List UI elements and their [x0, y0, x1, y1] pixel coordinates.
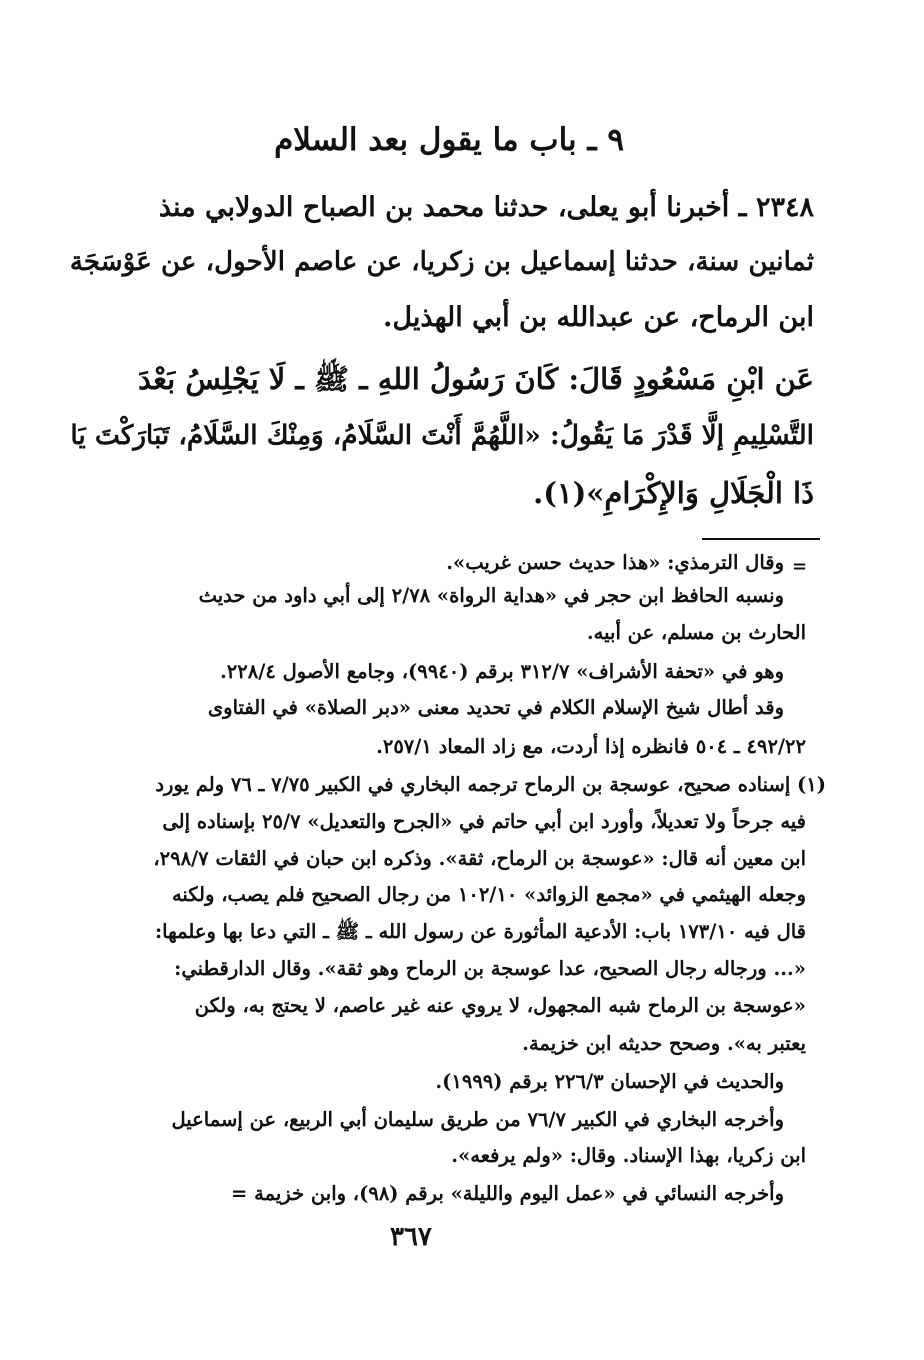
footnote-line: الحارث بن مسلم، عن أبيه.	[586, 621, 806, 644]
continuation-mark: =	[792, 556, 808, 577]
footnote-line: وجعله الهيثمي في «مجمع الزوائد» ١٠٢/١٠ من رجال الصحيح فلم يصب، ولكنه	[171, 883, 806, 906]
hadith-text-line: عَن ابْنِ مَسْعُودٍ قَالَ: كَانَ رَسُولُ اللهِ ـ ﷺ ـ لَا يَجْلِسُ بَعْدَ	[137, 362, 814, 396]
footnote-line: فيه جرحاً ولا تعديلاً، وأورد ابن أبي حاتم في «الجرح والتعديل» ٢٥/٧ بإسناده إلى	[162, 810, 806, 833]
main-text-line: ٢٣٤٨ ـ أخبرنا أبو يعلى، حدثنا محمد بن الصباح الدولابي منذ	[158, 192, 814, 223]
footnote-line: وقال الترمذي: «هذا حديث حسن غريب».	[446, 551, 784, 574]
footnote-line: «عوسجة بن الرماح شبه المجهول، لا يروي عنه غير عاصم، لا يحتج به، ولكن	[194, 994, 806, 1017]
footnote-line: وقد أطال شيخ الإسلام الكلام في تحديد معنى «دبر الصلاة» في الفتاوى	[207, 696, 784, 719]
footnote-line: والحديث في الإحسان ٢٢٦/٣ برقم (١٩٩٩).	[435, 1070, 784, 1093]
page-number: ٣٦٧	[390, 1222, 432, 1252]
footnote-line: وهو في «تحفة الأشراف» ٣١٢/٧ برقم (٩٩٤٠)، وجامع الأصول ٢٢٨/٤.	[219, 660, 784, 683]
footnote-line: قال فيه ١٧٣/١٠ باب: الأدعية المأثورة عن رسول الله ـ ﷺ ـ التي دعا بها وعلمها:	[154, 920, 806, 943]
footnote-line: وأخرجه البخاري في الكبير ٧٦/٧ من طريق سليمان أبي الربيع، عن إسماعيل	[171, 1108, 784, 1131]
hadith-text-line: ذَا الْجَلَالِ وَالإِكْرَامِ»(١).	[533, 476, 814, 510]
hadith-text-line: التَّسْلِيمِ إلَّا قَدْرَ مَا يَقُولُ: «اللَّهُمَّ أَنْتَ السَّلَامُ، وَمِنْكَ السَّلَامُ، تَبَارَكْتَ يَا	[70, 420, 814, 451]
main-text-line: ثمانين سنة، حدثنا إسماعيل بن زكريا، عن عاصم الأحول، عن عَوْسَجَة	[69, 246, 814, 277]
footnote-1-start: (١) إسناده صحيح، عوسجة بن الرماح ترجمه البخاري في الكبير ٧/٧٥ ـ ٧٦ ولم يورد	[155, 773, 826, 796]
footnote-divider	[702, 538, 820, 540]
footnote-line: وأخرجه النسائي في «عمل اليوم والليلة» برقم (٩٨)، وابن خزيمة =	[231, 1182, 784, 1205]
footnote-line: ونسبه الحافظ ابن حجر في «هداية الرواة» ٢/٧٨ إلى أبي داود من حديث	[198, 584, 784, 607]
footnote-line: ٤٩٢/٢٢ ـ ٥٠٤ فانظره إذا أردت، مع زاد المعاد ٢٥٧/١.	[376, 735, 806, 758]
chapter-heading: ٩ ـ باب ما يقول بعد السلام	[274, 122, 624, 158]
footnote-line: يعتبر به». وصحح حديثه ابن خزيمة.	[522, 1032, 806, 1055]
footnote-line: ابن معين أنه قال: «عوسجة بن الرماح، ثقة». وذكره ابن حبان في الثقات ٢٩٨/٧،	[153, 847, 806, 870]
footnote-line: ابن زكريا، بهذا الإسناد. وقال: «ولم يرفعه».	[451, 1144, 806, 1167]
main-text-line: ابن الرماح، عن عبدالله بن أبي الهذيل.	[383, 302, 814, 333]
footnote-line: «... ورجاله رجال الصحيح، عدا عوسجة بن الرماح وهو ثقة». وقال الدارقطني:	[174, 957, 806, 980]
